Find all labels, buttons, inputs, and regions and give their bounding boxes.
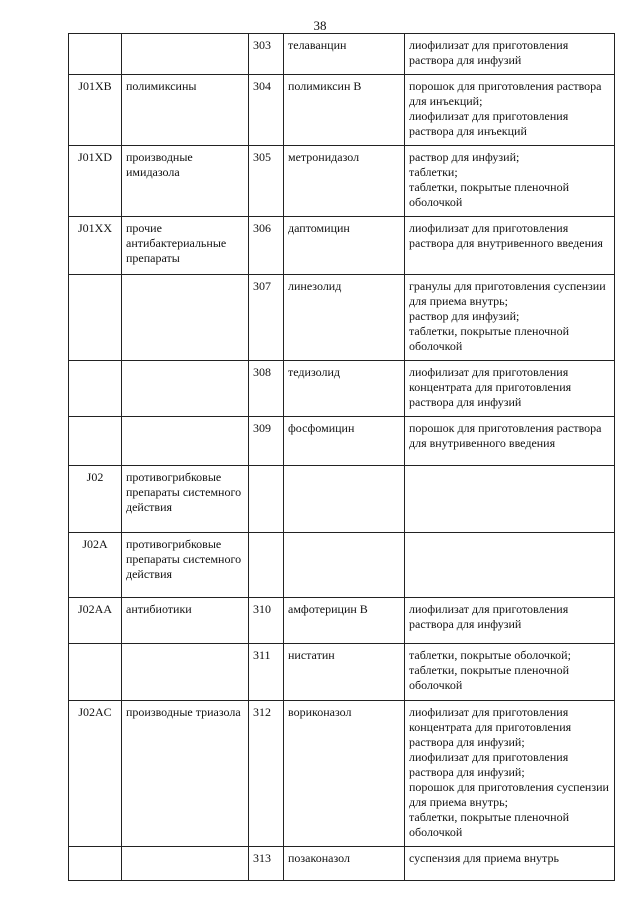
dosage-form-cell: [405, 847, 615, 881]
dosage-form-line: раствор для инфузий;: [409, 309, 520, 323]
item-number-cell: 311: [249, 644, 284, 701]
item-number-cell: 310: [249, 598, 284, 644]
drug-name-cell: [284, 533, 405, 598]
dosage-form-line: гранулы для приготовления суспензии для приема внутрь;: [409, 279, 606, 308]
atc-code-cell: J01XX: [69, 217, 122, 275]
drug-name-cell: метронидазол: [284, 146, 405, 217]
atc-code-cell: [69, 644, 122, 701]
drug-name-cell: полимиксин В: [284, 75, 405, 146]
table-row: [69, 644, 615, 701]
drug-name-cell: тедизолид: [284, 361, 405, 417]
drug-name-cell: нистатин: [284, 644, 405, 701]
pharm-group-cell: [122, 34, 249, 75]
dosage-form-line: раствор для инфузий;: [409, 150, 520, 164]
dosage-form-cell: [405, 466, 615, 533]
table-row: [69, 533, 615, 598]
table-body: [69, 34, 615, 881]
dosage-form-cell: [405, 701, 615, 847]
table-row: [69, 701, 615, 847]
drug-name-cell: фосфомицин: [284, 417, 405, 466]
item-number-cell: 306: [249, 217, 284, 275]
item-number-cell: 312: [249, 701, 284, 847]
dosage-form-cell: [405, 417, 615, 466]
table-row: [69, 34, 615, 75]
table-row: [69, 847, 615, 881]
atc-code-cell: J02: [69, 466, 122, 533]
table-row: [69, 598, 615, 644]
page-number: 38: [313, 18, 327, 33]
table-row: [69, 361, 615, 417]
dosage-form-line: таблетки, покрытые оболочкой;: [409, 648, 571, 662]
dosage-form-line: лиофилизат для приготовления раствора для инфузий: [409, 38, 569, 67]
dosage-form-line: лиофилизат для приготовления раствора для инфузий;: [409, 750, 569, 779]
item-number-cell: 305: [249, 146, 284, 217]
table-row: [69, 275, 615, 361]
drug-name-cell: амфотерицин В: [284, 598, 405, 644]
atc-code-cell: [69, 847, 122, 881]
pharm-group-cell: [122, 847, 249, 881]
item-number-cell: 307: [249, 275, 284, 361]
pharm-group-cell: [122, 644, 249, 701]
dosage-form-line: лиофилизат для приготовления концентрата для приготовления раствора для инфузий;: [409, 705, 572, 749]
dosage-form-line: лиофилизат для приготовления раствора для инфузий: [409, 602, 569, 631]
pharm-group-cell: производные триазола: [122, 701, 249, 847]
dosage-form-line: порошок для приготовления раствора для внутривенного введения: [409, 421, 602, 450]
pharm-group-cell: противогрибковые препараты системного действия: [122, 533, 249, 598]
item-number-cell: 309: [249, 417, 284, 466]
atc-code-cell: J02AA: [69, 598, 122, 644]
table-row: [69, 75, 615, 146]
atc-code-cell: [69, 417, 122, 466]
pharm-group-cell: [122, 275, 249, 361]
dosage-form-cell: [405, 75, 615, 146]
dosage-form-cell: [405, 146, 615, 217]
dosage-form-cell: [405, 533, 615, 598]
dosage-form-line: порошок для приготовления суспензии для приема внутрь;: [409, 780, 609, 809]
dosage-form-cell: [405, 644, 615, 701]
dosage-form-line: лиофилизат для приготовления концентрата для приготовления раствора для инфузий: [409, 365, 572, 409]
atc-code-cell: [69, 361, 122, 417]
dosage-form-cell: [405, 34, 615, 75]
table-row: [69, 417, 615, 466]
dosage-form-cell: [405, 361, 615, 417]
item-number-cell: 313: [249, 847, 284, 881]
drug-name-cell: телаванцин: [284, 34, 405, 75]
atc-code-cell: J02AC: [69, 701, 122, 847]
item-number-cell: 303: [249, 34, 284, 75]
pharm-group-cell: противогрибковые препараты системного действия: [122, 466, 249, 533]
atc-code-cell: [69, 34, 122, 75]
drug-name-cell: даптомицин: [284, 217, 405, 275]
item-number-cell: [249, 533, 284, 598]
table-row: [69, 466, 615, 533]
drug-table: [68, 33, 615, 881]
pharm-group-cell: полимиксины: [122, 75, 249, 146]
item-number-cell: 304: [249, 75, 284, 146]
pharm-group-cell: [122, 361, 249, 417]
item-number-cell: 308: [249, 361, 284, 417]
dosage-form-line: лиофилизат для приготовления раствора для инъекций: [409, 109, 569, 138]
item-number-cell: [249, 466, 284, 533]
drug-name-cell: вориконазол: [284, 701, 405, 847]
dosage-form-cell: [405, 598, 615, 644]
dosage-form-line: суспензия для приема внутрь: [409, 851, 559, 865]
dosage-form-line: таблетки;: [409, 165, 458, 179]
dosage-form-line: таблетки, покрытые пленочной оболочкой: [409, 663, 570, 692]
pharm-group-cell: антибиотики: [122, 598, 249, 644]
dosage-form-cell: [405, 217, 615, 275]
drug-name-cell: линезолид: [284, 275, 405, 361]
drug-name-cell: [284, 466, 405, 533]
dosage-form-line: таблетки, покрытые пленочной оболочкой: [409, 180, 570, 209]
dosage-form-line: таблетки, покрытые пленочной оболочкой: [409, 810, 570, 839]
dosage-form-cell: [405, 275, 615, 361]
table-row: [69, 146, 615, 217]
pharm-group-cell: прочие антибактериальные препараты: [122, 217, 249, 275]
pharm-group-cell: [122, 417, 249, 466]
pharm-group-cell: производные имидазола: [122, 146, 249, 217]
dosage-form-line: порошок для приготовления раствора для инъекций;: [409, 79, 602, 108]
dosage-form-line: таблетки, покрытые пленочной оболочкой: [409, 324, 570, 353]
atc-code-cell: J02A: [69, 533, 122, 598]
atc-code-cell: J01XD: [69, 146, 122, 217]
drug-name-cell: позаконазол: [284, 847, 405, 881]
table-row: [69, 217, 615, 275]
dosage-form-line: лиофилизат для приготовления раствора для внутривенного введения: [409, 221, 603, 250]
atc-code-cell: J01XB: [69, 75, 122, 146]
atc-code-cell: [69, 275, 122, 361]
